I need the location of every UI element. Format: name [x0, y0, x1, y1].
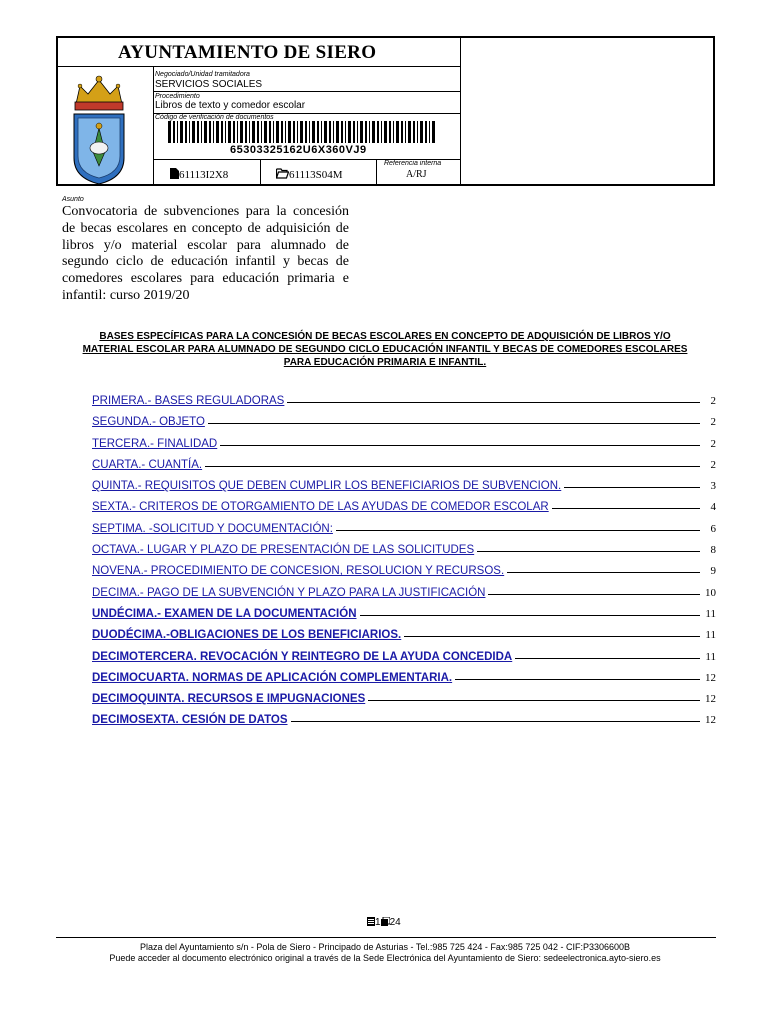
registro-salida [276, 168, 343, 181]
reference-divider [376, 160, 377, 186]
barcode-bar [297, 121, 298, 143]
toc-leader [477, 551, 700, 552]
barcode-bar [293, 121, 295, 143]
toc-leader [220, 445, 700, 446]
toc-link[interactable]: PRIMERA.- BASES REGULADORAS [92, 395, 285, 407]
toc-page-number: 6 [710, 522, 716, 535]
toc-link[interactable]: UNDÉCIMA.- EXAMEN DE LA DOCUMENTACIÓN [92, 607, 357, 620]
barcode-bar [177, 121, 178, 143]
toc-entry [92, 523, 716, 544]
registro-entrada [170, 168, 228, 181]
footer-divider [56, 937, 716, 938]
toc-entry [92, 714, 716, 735]
barcode-bar [336, 121, 339, 143]
toc-leader [368, 700, 700, 701]
barcode-bar [333, 121, 334, 143]
toc-page-number: 3 [710, 480, 716, 493]
municipal-coat-of-arms [68, 74, 130, 186]
toc-entry [92, 416, 716, 437]
toc-leader [336, 530, 700, 531]
folder-open-icon [276, 168, 289, 179]
barcode-bar [432, 121, 435, 143]
barcode-bar [180, 121, 183, 143]
title-divider [58, 66, 460, 67]
toc-entry [92, 608, 716, 629]
toc-entry [92, 459, 716, 480]
barcode-bar [273, 121, 274, 143]
barcode-bar [257, 121, 259, 143]
municipality-title: AYUNTAMIENTO DE SIERO [118, 42, 377, 63]
toc-link[interactable]: SEPTIMA. -SOLICITUD Y DOCUMENTACIÓN: [92, 522, 333, 535]
asunto-text: Convocatoria de subvenciones para la concesión de becas escolares en concepto de adquisición de libros y/o material escolar para alumnado de segundo ciclo de educación infantil y becas de comedores escolares para educación primaria e infantil: curso 2019/20 [62, 204, 349, 301]
barcode-bar [233, 121, 235, 143]
barcode-bar [252, 121, 255, 143]
barcode-bar [204, 121, 207, 143]
toc-page-number: 11 [705, 607, 716, 620]
barcode-bar [317, 121, 319, 143]
barcode-bar [281, 121, 283, 143]
toc-page-number: 2 [710, 437, 716, 450]
barcode-bar [213, 121, 214, 143]
toc-page-number: 10 [705, 586, 716, 599]
pages-total-icon [381, 917, 390, 926]
barcode-bar [369, 121, 370, 143]
table-of-contents [92, 395, 716, 736]
toc-link[interactable]: NOVENA.- PROCEDIMIENTO DE CONCESION, RESOLUCION Y RECURSOS. [92, 565, 505, 578]
barcode-bar [384, 121, 387, 143]
verification-barcode [168, 121, 436, 143]
toc-link[interactable]: OCTAVA.- LUGAR Y PLAZO DE PRESENTACIÓN DE LAS SOLICITUDES [92, 544, 475, 557]
barcode-bar [269, 121, 271, 143]
toc-page-number: 12 [705, 714, 716, 727]
toc-link[interactable]: QUINTA.- REQUISITOS QUE DEBEN CUMPLIR LOS BENEFICIARIOS DE SUBVENCION. [92, 480, 562, 493]
toc-leader [205, 466, 700, 467]
barcode-bar [285, 121, 286, 143]
toc-leader [564, 487, 700, 488]
toc-entry [92, 672, 716, 693]
barcode-bar [425, 121, 427, 143]
barcode-bar [357, 121, 358, 143]
barcode-bar [168, 121, 171, 143]
toc-link[interactable]: DECIMOSEXTA. CESIÓN DE DATOS [92, 714, 288, 727]
document-header [56, 36, 715, 186]
barcode-bar [321, 121, 322, 143]
referencia-label: Referencia interna [384, 160, 442, 167]
barcode-bar [237, 121, 238, 143]
verification-code: 65303325162U6X360VJ9 [230, 144, 367, 156]
document-icon [170, 168, 179, 179]
toc-link[interactable]: DUODÉCIMA.-OBLIGACIONES DE LOS BENEFICIARIOS. [92, 629, 402, 642]
barcode-bar [348, 121, 351, 143]
barcode-bar [401, 121, 403, 143]
barcode-bar [396, 121, 399, 143]
barcode-bar [261, 121, 262, 143]
toc-entry [92, 395, 716, 416]
barcode-bar [429, 121, 430, 143]
page-icon [367, 917, 375, 926]
page-indicator [367, 917, 401, 928]
barcode-bar [209, 121, 211, 143]
toc-entry [92, 438, 716, 459]
barcode-bar [225, 121, 226, 143]
toc-leader [552, 508, 700, 509]
barcode-bar [228, 121, 231, 143]
toc-entry [92, 651, 716, 672]
toc-entry [92, 544, 716, 565]
barcode-bar [216, 121, 219, 143]
toc-page-number: 2 [710, 458, 716, 471]
toc-link[interactable]: DECIMOTERCERA. REVOCACIÓN Y REINTEGRO DE LA AYUDA CONCEDIDA [92, 650, 513, 663]
toc-entry [92, 480, 716, 501]
toc-entry [92, 693, 716, 714]
bases-title: BASES ESPECÍFICAS PARA LA CONCESIÓN DE BECAS ESCOLARES EN CONCEPTO DE ADQUISICIÓN DE LIBROS Y/O MATERIAL ESCOLAR PARA ALUMNADO DE SEGUNDO CICLO EDUCACIÓN INFANTIL Y BECAS DE COMEDORES ESCOLARES PARA EDUCACIÓN PRIMARIA E INFANTIL. [82, 331, 688, 368]
procedimiento-label: Procedimiento [155, 93, 200, 100]
referencia-value: A/RJ [406, 169, 427, 180]
barcode-bar [408, 121, 411, 143]
codigo-label: Código de verificación de documentos [155, 114, 274, 121]
negociado-rule [153, 91, 460, 92]
procedimiento-value: Libros de texto y comedor escolar [155, 100, 306, 111]
barcode-bar [405, 121, 406, 143]
crest-divider [153, 67, 154, 186]
toc-page-number: 2 [710, 416, 716, 429]
barcode-bar [185, 121, 187, 143]
toc-leader [360, 615, 701, 616]
negociado-label: Negociado/Unidad tramitadora [155, 71, 250, 78]
barcode-bar [324, 121, 327, 143]
toc-page-number: 11 [705, 650, 716, 663]
barcode-bar [372, 121, 375, 143]
toc-link[interactable]: SEXTA.- CRITEROS DE OTORGAMIENTO DE LAS AYUDAS DE COMEDOR ESCOLAR [92, 501, 549, 514]
toc-leader [287, 402, 700, 403]
registro-divider [260, 160, 261, 186]
barcode-bar [201, 121, 202, 143]
toc-entry [92, 501, 716, 522]
barcode-bar [264, 121, 267, 143]
toc-leader [515, 658, 700, 659]
toc-page-number: 4 [710, 501, 716, 514]
toc-leader [455, 679, 700, 680]
barcode-bar [420, 121, 423, 143]
barcode-bar [312, 121, 315, 143]
toc-entry [92, 629, 716, 650]
toc-leader [208, 423, 700, 424]
barcode-bar [393, 121, 394, 143]
registro-entrada-code: 61113I2X8 [179, 169, 229, 181]
barcode-bar [345, 121, 346, 143]
toc-page-number: 8 [710, 544, 716, 557]
barcode-bar [417, 121, 418, 143]
toc-link[interactable]: DECIMA.- PAGO DE LA SUBVENCIÓN Y PLAZO PARA LA JUSTIFICACIÓN [92, 586, 486, 599]
barcode-bar [240, 121, 243, 143]
barcode-bar [288, 121, 291, 143]
barcode-bar [353, 121, 355, 143]
header-right-divider [460, 38, 461, 186]
barcode-bar [221, 121, 223, 143]
toc-leader [488, 594, 700, 595]
toc-leader [404, 636, 700, 637]
toc-link[interactable]: CUARTA.- CUANTÍA. [92, 458, 203, 471]
toc-page-number: 2 [710, 395, 716, 407]
barcode-bar [377, 121, 379, 143]
barcode-bar [249, 121, 250, 143]
barcode-bar [192, 121, 195, 143]
registro-salida-code: 61113S04M [289, 169, 343, 181]
toc-entry [92, 587, 716, 608]
barcode-bar [173, 121, 175, 143]
toc-leader [507, 572, 700, 573]
barcode-bar [300, 121, 303, 143]
toc-leader [291, 721, 700, 722]
asunto-label: Asunto [62, 196, 84, 203]
toc-link[interactable]: DECIMOCUARTA. NORMAS DE APLICACIÓN COMPLEMENTARIA. [92, 671, 453, 684]
barcode-bar [381, 121, 382, 143]
barcode-bar [189, 121, 190, 143]
barcode-bar [276, 121, 279, 143]
page-current: 1 [375, 917, 381, 928]
barcode-bar [245, 121, 247, 143]
barcode-bar [309, 121, 310, 143]
barcode-bar [197, 121, 199, 143]
footer-address: Plaza del Ayuntamiento s/n - Pola de Siero - Principado de Asturias - Tel.:985 725 424 - Fax:985 725 042 - CIF:P3306600B [140, 942, 630, 952]
barcode-bar [360, 121, 363, 143]
toc-page-number: 12 [705, 693, 716, 706]
barcode-bar [305, 121, 307, 143]
toc-link[interactable]: TERCERA.- FINALIDAD [92, 437, 218, 450]
toc-page-number: 12 [705, 671, 716, 684]
toc-page-number: 9 [710, 565, 716, 578]
toc-link[interactable]: DECIMOQUINTA. RECURSOS E IMPUGNACIONES [92, 693, 366, 706]
barcode-bar [389, 121, 391, 143]
barcode-bar [413, 121, 415, 143]
toc-link[interactable]: SEGUNDA.- OBJETO [92, 416, 205, 429]
barcode-bar [341, 121, 343, 143]
page-total: 24 [389, 917, 401, 928]
barcode-bar [365, 121, 367, 143]
negociado-value: SERVICIOS SOCIALES [155, 79, 263, 90]
toc-page-number: 11 [705, 629, 716, 642]
barcode-bar [329, 121, 331, 143]
footer-sede-notice: Puede acceder al documento electrónico original a través de la Sede Electrónica del Ayuntamiento de Siero: sedeelectronica.ayto-siero.es [109, 953, 661, 963]
toc-entry [92, 565, 716, 586]
